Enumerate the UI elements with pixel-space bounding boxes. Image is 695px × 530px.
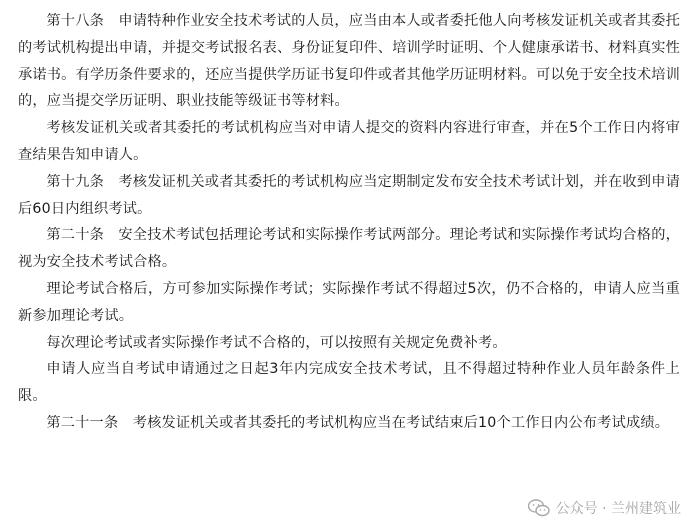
watermark-text: 公众号 · 兰州建筑业	[555, 501, 681, 517]
paragraph-review: 考核发证机关或者其委托的考试机构应当对申请人提交的资料内容进行审查，并在5个工作日内将审查结果告知申请人。	[18, 120, 680, 163]
wechat-icon	[528, 499, 550, 517]
paragraph-article-18: 第十八条 申请特种作业安全技术考试的人员，应当由本人或者委托他人向考核发证机关或者其委托的考试机构提出申请，并提交考试报名表、身份证复印件、培训学时证明、个人健康承诺书、材料真实性承诺书。有学历条件要求的，还应当提供学历证书复印件或者其他学历证明材料。可以免于安全技术培训的，应当提交学历证明、职业技能等级证书等材料。	[18, 13, 680, 110]
paragraph-article-19: 第十九条 考核发证机关或者其委托的考试机构应当定期制定发布安全技术考试计划，并在收到申请后60日内组织考试。	[18, 173, 680, 217]
watermark	[528, 498, 681, 518]
paragraph-time-limit: 申请人应当自考试申请通过之日起3年内完成安全技术考试，且不得超过特种作业人员年龄条件上限。	[18, 361, 680, 405]
document-body	[18, 8, 680, 437]
paragraph-article-21: 第二十一条 考核发证机关或者其委托的考试机构应当在考试结束后10个工作日内公布考试成绩。	[46, 414, 670, 431]
paragraph-practical-exam: 理论考试合格后，方可参加实际操作考试；实际操作考试不得超过5次，仍不合格的，申请人应当重新参加理论考试。	[18, 280, 680, 324]
paragraph-article-20: 第二十条 安全技术考试包括理论考试和实际操作考试两部分。理论考试和实际操作考试均合格的，视为安全技术考试合格。	[18, 227, 680, 271]
paragraph-makeup-exam: 每次理论考试或者实际操作考试不合格的，可以按照有关规定免费补考。	[46, 334, 507, 351]
